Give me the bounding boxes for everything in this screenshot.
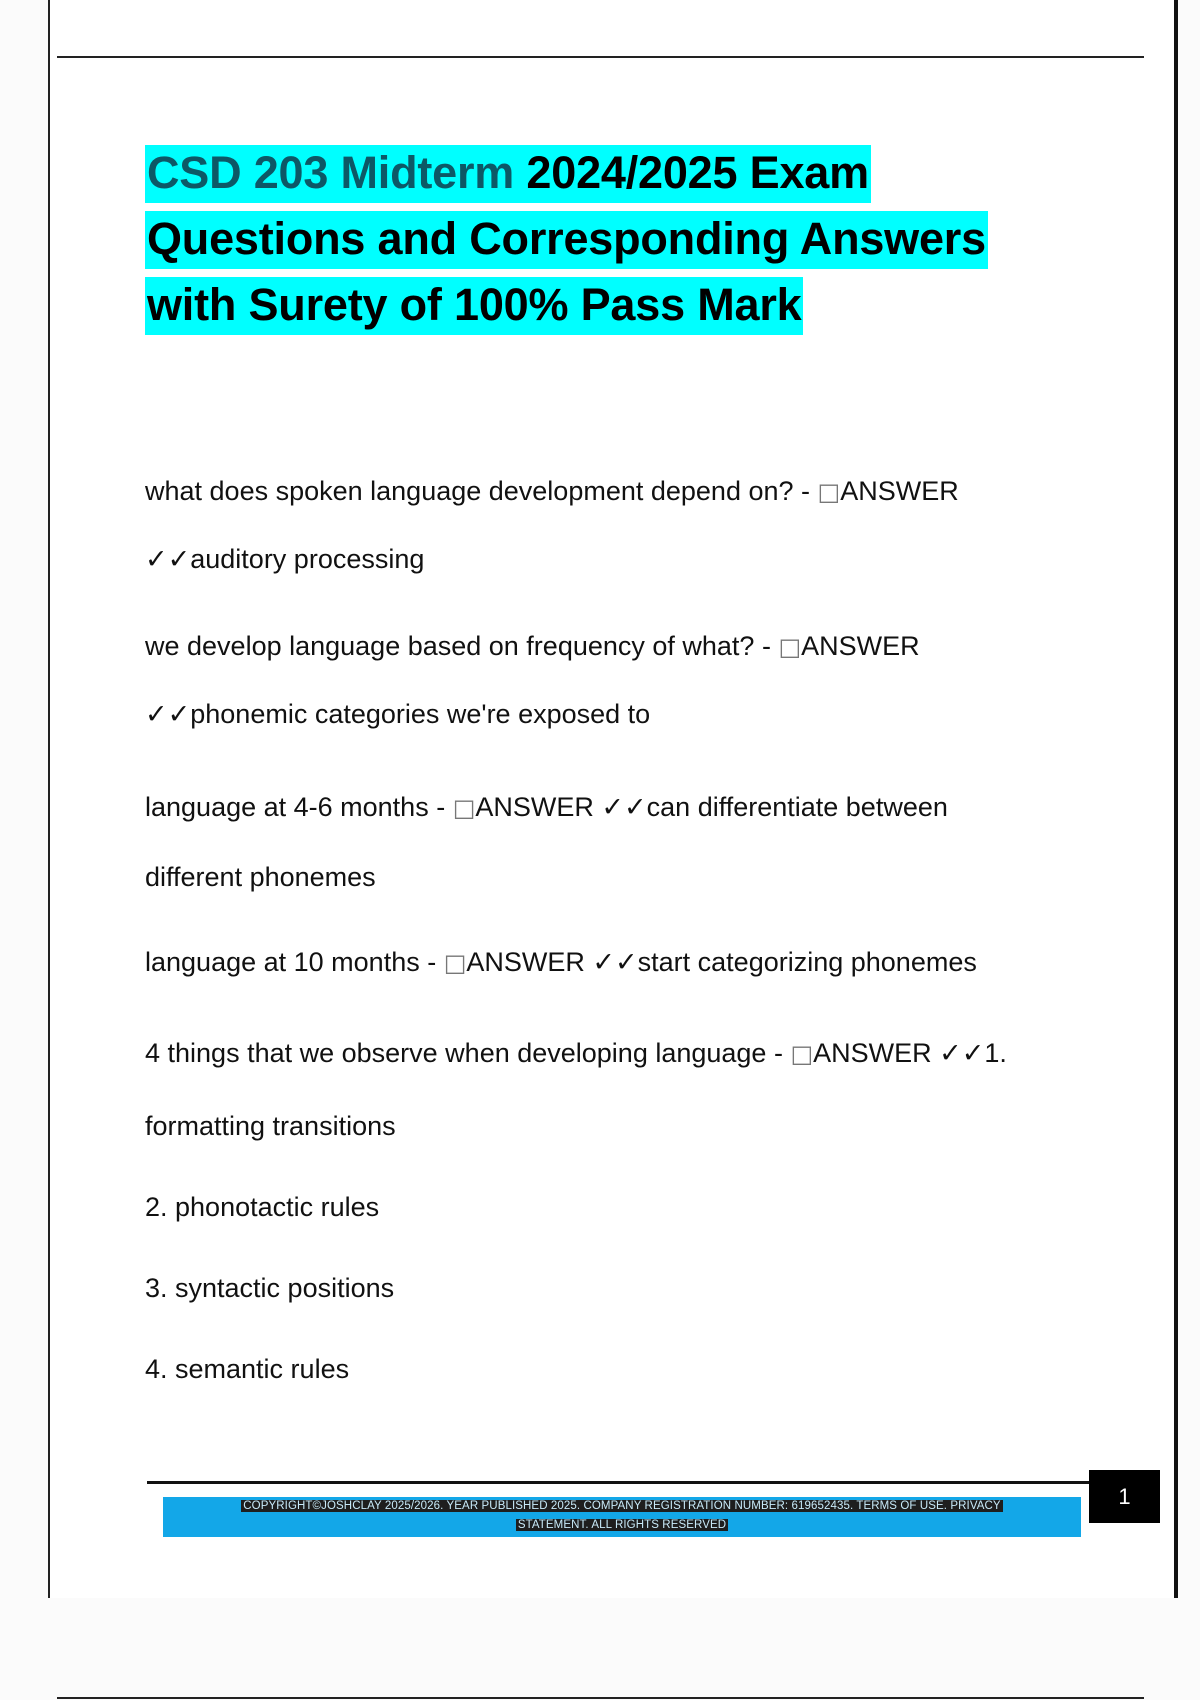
answer-5-continued: formatting transitions (145, 1111, 396, 1141)
double-check-icon: ✓✓ (145, 544, 191, 575)
list-item: 3. syntactic positions (145, 1273, 395, 1303)
box-glyph-icon: □ (817, 478, 841, 506)
question-4: language at 10 months - □ANSWER ✓✓start categorizing phonemes (145, 947, 977, 978)
answer-2: ✓✓phonemic categories we're exposed to (145, 699, 651, 730)
box-glyph-icon: □ (790, 1040, 814, 1068)
question-5: 4 things that we observe when developing language - □ANSWER ✓✓1. (145, 1038, 1007, 1069)
box-glyph-icon: □ (778, 633, 802, 661)
question-2: we develop language based on frequency of what? - □ANSWER (145, 631, 920, 661)
title-line-1: CSD 203 Midterm 2024/2025 Exam (145, 145, 871, 203)
list-item: 2. phonotactic rules (145, 1192, 380, 1222)
double-check-icon: ✓✓ (592, 947, 638, 978)
page-number: 1 (1089, 1470, 1160, 1523)
question-1: what does spoken language development depend on? - □ANSWER (145, 476, 959, 506)
question-3: language at 4-6 months - □ANSWER ✓✓can differentiate between (145, 792, 948, 823)
list-item: 4. semantic rules (145, 1354, 350, 1384)
copyright-footer (163, 1497, 1081, 1537)
double-check-icon: ✓✓ (601, 792, 647, 823)
copyright-line-2: STATEMENT. ALL RIGHTS RESERVED (517, 1519, 727, 1531)
top-rule (57, 56, 1144, 58)
answer-1: ✓✓auditory processing (145, 544, 425, 575)
box-glyph-icon: □ (443, 949, 467, 977)
title-line-2: Questions and Corresponding Answers (145, 211, 988, 269)
footer-rule (147, 1481, 1090, 1484)
copyright-line-1: COPYRIGHT©JOSHCLAY 2025/2026. YEAR PUBLISHED 2025. COMPANY REGISTRATION NUMBER: 619652435. TERMS OF USE. PRIVACY (243, 1500, 1001, 1512)
document-title (145, 145, 1095, 343)
double-check-icon: ✓✓ (145, 699, 191, 730)
box-glyph-icon: □ (452, 794, 476, 822)
answer-3-continued: different phonemes (145, 862, 376, 892)
title-line-3: with Surety of 100% Pass Mark (145, 277, 803, 335)
double-check-icon: ✓✓ (939, 1038, 985, 1069)
bottom-rule (57, 1697, 1144, 1699)
